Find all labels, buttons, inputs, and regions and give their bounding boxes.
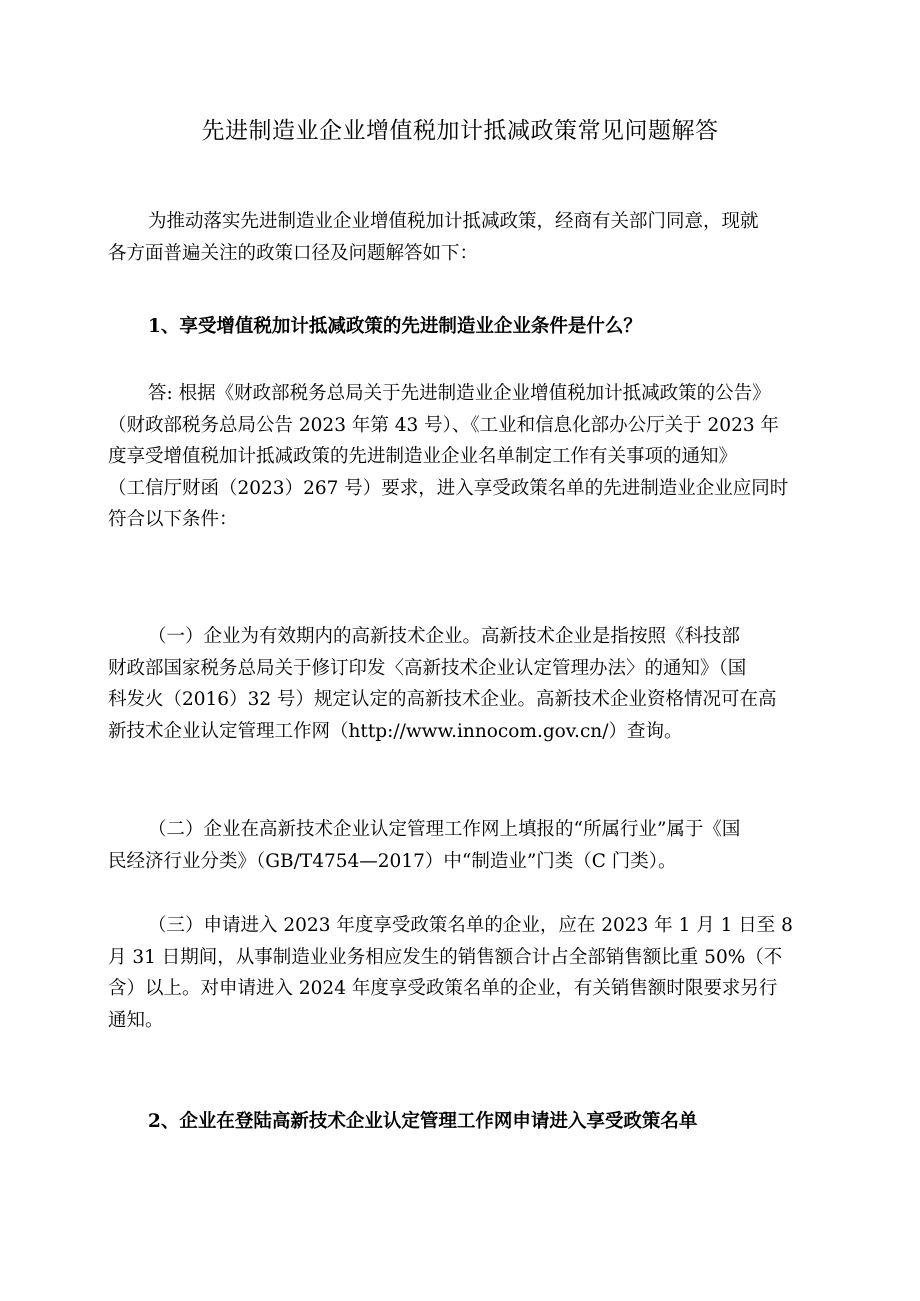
condition-line: （一）企业为有效期内的高新技术企业。高新技术企业是指按照《科技部 [148,626,741,647]
condition-line: 新技术企业认定管理工作网（http://www.innocom.gov.cn/）查询。 [108,720,683,742]
condition-1-paragraph [108,621,812,747]
question-1-heading: 1、享受增值税加计抵减政策的先进制造业企业条件是什么？ [148,316,642,337]
intro-paragraph [108,206,812,269]
question-2-heading: 2、企业在登陆高新技术企业认定管理工作网申请进入享受政策名单 [148,1111,698,1132]
condition-line: 月 31 日期间，从事制造业业务相应发生的销售额合计占全部销售额比重 50%（不 [108,946,783,968]
answer-line: （工信厅财函（2023）267 号）要求，进入享受政策名单的先进制造业企业应同时 [108,477,789,499]
intro-line: 各方面普遍关注的政策口径及问题解答如下： [108,242,479,264]
condition-2-paragraph [108,814,812,877]
document-title: 先进制造业企业增值税加计抵减政策常见问题解答 [201,118,719,144]
condition-line: 科发火（2016）32 号）规定认定的高新技术企业。高新技术企业资格情况可在高 [108,689,777,710]
condition-3-paragraph [108,910,812,1036]
condition-line: 含）以上。对申请进入 2024 年度享受政策名单的企业，有关销售额时限要求另行 [108,978,778,999]
answer-line: （财政部税务总局公告 2023 年第 43 号）、《工业和信息化部办公厅关于 2023 年 [108,414,779,436]
condition-line: （二）企业在高新技术企业认定管理工作网上填报的“所属行业”属于《国 [148,819,741,840]
condition-line: 财政部国家税务总局关于修订印发〈高新技术企业认定管理办法〉的通知》（国 [108,657,747,679]
intro-line: 为推动落实先进制造业企业增值税加计抵减政策，经商有关部门同意，现就 [148,211,759,232]
condition-line: 通知。 [108,1009,164,1031]
answer-line: 答: 根据《财政部税务总局关于先进制造业企业增值税加计抵减政策的公告》 [148,383,771,404]
condition-line: 民经济行业分类》（GB/T4754—2017）中“制造业”门类（C 门类）。 [108,850,677,872]
condition-line: （三）申请进入 2023 年度享受政策名单的企业，应在 2023 年 1 月 1 日至 8 [148,915,793,936]
answer-line: 符合以下条件： [108,509,238,530]
answer-1-paragraph [108,378,812,536]
answer-line: 度享受增值税加计抵减政策的先进制造业企业名单制定工作有关事项的通知》 [108,446,738,467]
